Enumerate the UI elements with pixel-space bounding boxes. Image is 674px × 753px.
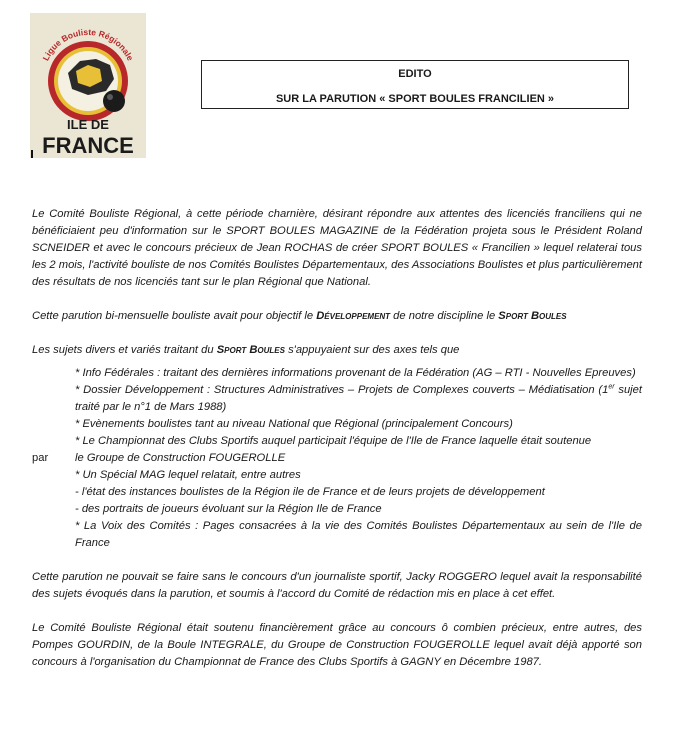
emphasis-developpement: Développement (316, 310, 391, 322)
list-item: * La Voix des Comités : Pages consacrées à la vie des Comités Boulistes Départementaux au sein de l'Ile de France (75, 520, 642, 549)
subjects-list (32, 365, 642, 552)
list-item: * Dossier Développement : Structures Administratives – Projets de Complexes couverts – Médiatisation (1er sujet traité par le n°1 de Mars 1988) (75, 383, 642, 413)
document-body (32, 206, 642, 671)
list-item: - des portraits de joueurs évoluant sur la Région Ile de France (75, 503, 382, 515)
paragraph-intro: Le Comité Bouliste Régional, à cette période charnière, désirant répondre aux attentes des licenciés franciliens qui ne bénéficiaient peu d'information sur le SPORT BOULES MAGAZINE de la Fédération projeta sous le Président Roland SCNEIDER et avec le concours précieux de Jean ROCHAS de créer SPORT BOULES « Francilien » lequel relaterai tous les 2 mois, l'activité bouliste de nos Comités Boulistes Départementaux, des Associations Boulistes et plus particulièrement des résultats de nos licenciés tant sur le plan Régional que National. (32, 208, 642, 288)
list-item: * Le Championnat des Clubs Sportifs auquel participait l'équipe de l'Ile de France laquelle était soutenue (75, 435, 592, 447)
ligue-logo (30, 13, 146, 158)
list-item: - l'état des instances boulistes de la Région ile de France et de leurs projets de développement (75, 486, 545, 498)
edito-title: EDITO (398, 68, 432, 80)
list-item-continuation: par le Groupe de Construction FOUGEROLLE (32, 450, 642, 467)
paragraph-objective: Cette parution bi-mensuelle bouliste avait pour objectif le Développement de notre discipline le Sport Boules (32, 310, 567, 322)
emphasis-sport-boules: Sport Boules (498, 310, 567, 322)
text-cursor (31, 150, 33, 158)
logo-arc-text: Ligue Bouliste Régionale (40, 26, 136, 63)
edito-title-box (201, 60, 629, 109)
logo-line2: FRANCE (42, 133, 134, 158)
emphasis-sport-boules-2: Sport Boules (216, 344, 285, 356)
logo-emblem (30, 13, 146, 158)
par-word: par (32, 452, 49, 464)
logo-line1: ILE DE (67, 117, 109, 132)
list-item: * Info Fédérales : traitant des dernières informations provenant de la Fédération (AG – RTI - Nouvelles Epreuves) (75, 367, 636, 379)
edito-subtitle: SUR LA PARUTION « SPORT BOULES FRANCILIEN » (275, 93, 555, 105)
paragraph-journalist: Cette parution ne pouvait se faire sans le concours d'un journaliste sportif, Jacky ROGGERO lequel avait la responsabilité des sujets évoqués dans la parution, et soumis à l'accord du Comité de rédaction mis en place à cet effet. (32, 571, 642, 600)
list-item: * Evènements boulistes tant au niveau National que Régional (principalement Concours) (75, 418, 513, 430)
list-item: * Un Spécial MAG lequel relatait, entre autres (75, 469, 301, 481)
paragraph-subjects: Les sujets divers et variés traitant du Sport Boules s'appuyaient sur des axes tels que (32, 344, 460, 356)
paragraph-sponsors: Le Comité Bouliste Régional était soutenu financièrement grâce au concours ô combien précieux, entre autres, des Pompes GOURDIN, de la Boule INTEGRALE, du Groupe de Construction FOUGEROLLE lequel avait déjà apporté son concours à l'organisation du Championnat de France des Clubs Sportifs à GAGNY en Décembre 1987. (32, 622, 642, 668)
